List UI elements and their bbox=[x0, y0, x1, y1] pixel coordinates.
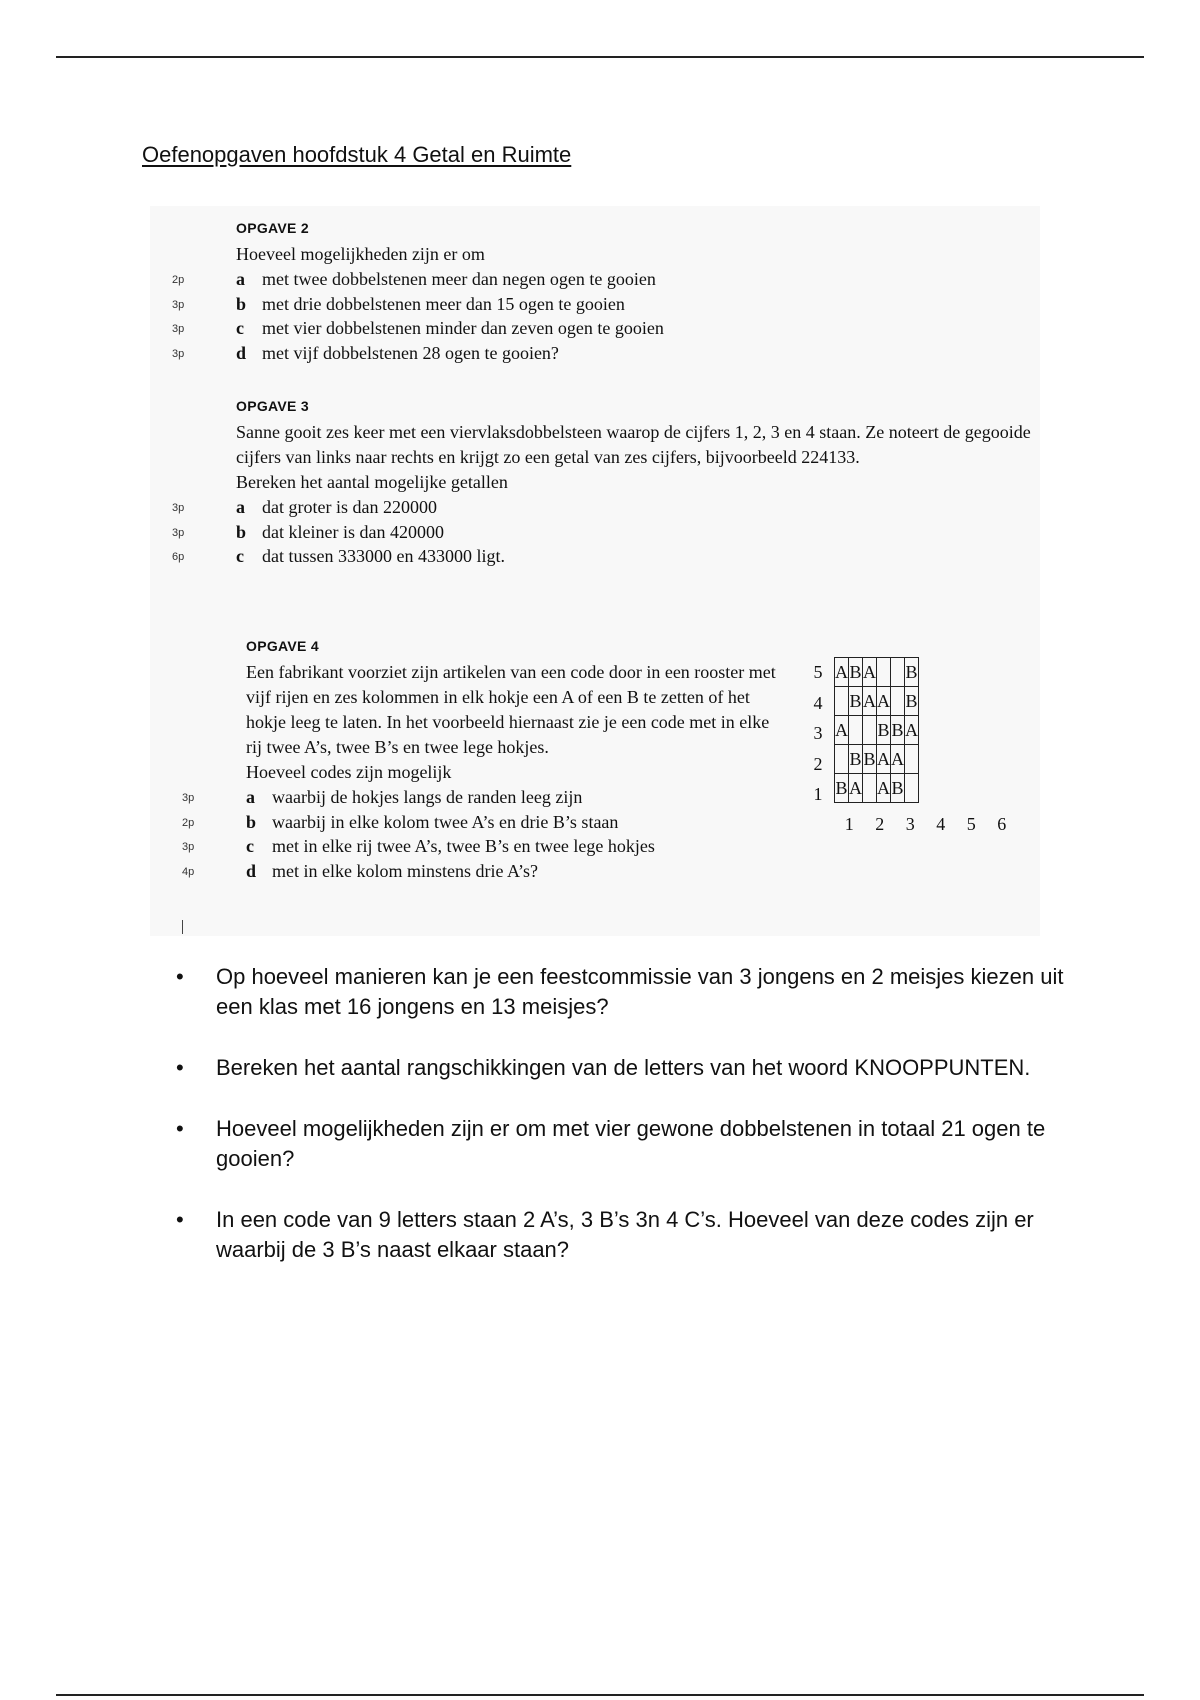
code-grid bbox=[834, 657, 919, 803]
grid-cell bbox=[905, 745, 919, 774]
grid-cell bbox=[863, 716, 877, 745]
grid-cell: A bbox=[863, 687, 877, 716]
grid-cell: A bbox=[877, 687, 891, 716]
grid-cell bbox=[835, 745, 849, 774]
points-label: 3p bbox=[172, 526, 185, 539]
part-text: waarbij de hokjes langs de randen leeg zijn bbox=[272, 787, 583, 807]
points-label: 3p bbox=[172, 323, 185, 335]
part-text: met in elke rij twee A’s, twee B’s en twee lege hokjes bbox=[272, 836, 655, 856]
part-text: met in elke kolom minstens drie A’s? bbox=[272, 860, 538, 881]
top-rule bbox=[56, 56, 1144, 58]
exercise-part bbox=[172, 267, 1036, 292]
part-text: dat kleiner is dan 420000 bbox=[262, 521, 444, 542]
exercise-question: Bereken het aantal mogelijke getallen bbox=[236, 472, 508, 492]
grid-cell: B bbox=[891, 716, 905, 745]
bullet: • bbox=[176, 1055, 184, 1080]
grid-cell bbox=[877, 658, 891, 687]
exercise-heading: OPGAVE 3 bbox=[236, 398, 309, 414]
exercise-part bbox=[182, 785, 786, 810]
grid-cell bbox=[835, 687, 849, 716]
row-label: 2 bbox=[813, 753, 823, 774]
column-label: 6 bbox=[997, 814, 1007, 834]
grid-cell: B bbox=[877, 716, 891, 745]
grid-cell bbox=[863, 774, 877, 803]
part-letter: a bbox=[236, 269, 245, 289]
part-text: met vier dobbelstenen minder dan zeven ogen te gooien bbox=[262, 318, 664, 338]
points-label: 3p bbox=[172, 298, 185, 311]
bottom-rule bbox=[56, 1694, 1144, 1696]
grid-cell: B bbox=[849, 745, 863, 774]
question-item bbox=[176, 1114, 1076, 1174]
grid-cell: B bbox=[863, 745, 877, 774]
exercise-part bbox=[172, 292, 1036, 317]
grid-cell: B bbox=[849, 687, 863, 716]
part-letter: d bbox=[236, 342, 247, 363]
exercise-opgave-4 bbox=[182, 638, 786, 883]
grid-cell: A bbox=[835, 658, 849, 687]
exercise-intro: Sanne gooit zes keer met een viervlaksdobbelsteen waarop de cijfers 1, 2, 3 en 4 staan. Ze noteert de gegooide cijfers van links naar rechts en krijgt zo een getal van zes cijfers, bijvoorbeeld 224133. bbox=[236, 422, 1031, 467]
part-letter: a bbox=[246, 787, 255, 807]
grid-cell bbox=[849, 716, 863, 745]
exercise-part bbox=[172, 544, 1036, 569]
points-label: 3p bbox=[182, 792, 195, 804]
part-text: met vijf dobbelstenen 28 ogen te gooien? bbox=[262, 342, 559, 363]
grid-cell bbox=[891, 687, 905, 716]
question-item bbox=[176, 1205, 1076, 1265]
grid-cell bbox=[905, 774, 919, 803]
row-label: 5 bbox=[813, 662, 823, 682]
part-text: met drie dobbelstenen meer dan 15 ogen te gooien bbox=[262, 293, 625, 314]
question-item bbox=[176, 962, 1076, 1022]
part-letter: c bbox=[236, 546, 244, 566]
part-letter: b bbox=[236, 293, 247, 314]
column-labels bbox=[834, 814, 1017, 835]
part-letter: a bbox=[236, 497, 245, 517]
points-label: 2p bbox=[182, 816, 195, 829]
exercise-parts bbox=[182, 785, 786, 883]
page-title: Oefenopgaven hoofdstuk 4 Getal en Ruimte bbox=[142, 142, 572, 167]
grid-cell: A bbox=[849, 774, 863, 803]
part-text: dat tussen 333000 en 433000 ligt. bbox=[262, 546, 505, 566]
row-label: 4 bbox=[813, 692, 823, 713]
exercise-part bbox=[172, 341, 1036, 366]
exercise-heading: OPGAVE 4 bbox=[246, 638, 319, 654]
question-item bbox=[176, 1053, 1076, 1083]
grid-row bbox=[835, 658, 919, 687]
grid-cell: A bbox=[835, 716, 849, 745]
scan-mark bbox=[182, 920, 183, 934]
part-letter: c bbox=[236, 318, 244, 338]
exercise-parts bbox=[172, 495, 1036, 569]
question-text: Bereken het aantal rangschikkingen van de letters van het woord KNOOPPUNTEN. bbox=[216, 1055, 1031, 1080]
grid-cell: A bbox=[891, 745, 905, 774]
grid-row bbox=[835, 716, 919, 745]
grid-row bbox=[835, 774, 919, 803]
column-label: 4 bbox=[936, 814, 946, 834]
part-letter: d bbox=[246, 860, 257, 881]
grid-cell: B bbox=[905, 658, 919, 687]
column-label: 2 bbox=[875, 814, 885, 834]
points-label: 3p bbox=[172, 502, 185, 514]
exercise-part bbox=[172, 316, 1036, 341]
points-label: 2p bbox=[172, 274, 185, 286]
grid-cell: A bbox=[863, 658, 877, 687]
question-text: In een code van 9 letters staan 2 A’s, 3 B’s 3n 4 C’s. Hoeveel van deze codes zijn er waarbij de 3 B’s naast elkaar staan? bbox=[216, 1207, 1034, 1262]
grid-cell: B bbox=[891, 774, 905, 803]
exercise-part bbox=[182, 834, 786, 859]
part-text: waarbij in elke kolom twee A’s en drie B’s staan bbox=[272, 811, 619, 832]
points-label: 6p bbox=[172, 551, 185, 563]
part-text: dat groter is dan 220000 bbox=[262, 497, 437, 517]
grid-cell: A bbox=[877, 774, 891, 803]
row-label: 1 bbox=[813, 784, 823, 804]
column-label: 5 bbox=[966, 814, 976, 834]
points-label: 3p bbox=[172, 347, 185, 360]
exercise-part bbox=[172, 520, 1036, 545]
exercise-opgave-3 bbox=[172, 398, 1036, 569]
bullet: • bbox=[176, 964, 184, 989]
row-label: 3 bbox=[813, 723, 823, 743]
exercise-part bbox=[182, 810, 786, 835]
grid-row bbox=[835, 745, 919, 774]
exercise-intro: Een fabrikant voorziet zijn artikelen van een code door in een rooster met vijf rijen en zes kolommen in elk hokje een A of een B te zetten of het hokje leeg te laten. In het voorbeeld hiernaast zie je een code met in elke rij twee A’s, twee B’s en twee lege hokjes. bbox=[246, 662, 776, 757]
question-text: Hoeveel mogelijkheden zijn er om met vier gewone dobbelstenen in totaal 21 ogen te gooien? bbox=[216, 1116, 1046, 1171]
extra-questions-list bbox=[176, 962, 1076, 1296]
part-letter: c bbox=[246, 836, 254, 856]
grid-row bbox=[835, 687, 919, 716]
part-letter: b bbox=[246, 811, 257, 832]
grid-cell: A bbox=[905, 716, 919, 745]
exercise-heading: OPGAVE 2 bbox=[236, 220, 309, 236]
exercise-question: Hoeveel codes zijn mogelijk bbox=[246, 762, 452, 782]
exercise-intro: Hoeveel mogelijkheden zijn er om bbox=[236, 244, 485, 264]
points-label: 4p bbox=[182, 865, 195, 878]
grid-cell: B bbox=[905, 687, 919, 716]
question-text: Op hoeveel manieren kan je een feestcommissie van 3 jongens en 2 meisjes kiezen uit een klas met 16 jongens en 13 meisjes? bbox=[216, 964, 1064, 1019]
part-text: met twee dobbelstenen meer dan negen ogen te gooien bbox=[262, 269, 656, 289]
exercise-part bbox=[172, 495, 1036, 520]
bullet: • bbox=[176, 1116, 184, 1141]
grid-cell bbox=[891, 658, 905, 687]
exercise-parts bbox=[172, 267, 1036, 365]
grid-cell: B bbox=[849, 658, 863, 687]
bullet: • bbox=[176, 1207, 184, 1232]
grid-cell: A bbox=[877, 745, 891, 774]
column-label: 3 bbox=[905, 814, 915, 834]
column-label: 1 bbox=[844, 814, 854, 834]
exercise-opgave-2 bbox=[172, 220, 1036, 365]
grid-cell: B bbox=[835, 774, 849, 803]
exercise-part bbox=[182, 859, 786, 884]
points-label: 3p bbox=[182, 841, 195, 853]
part-letter: b bbox=[236, 521, 247, 542]
